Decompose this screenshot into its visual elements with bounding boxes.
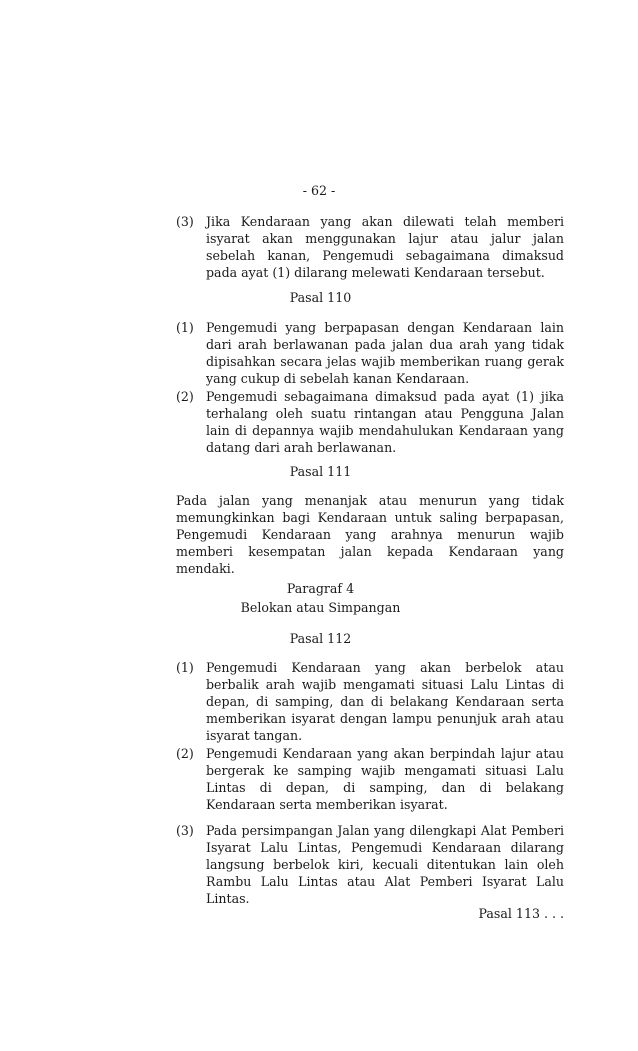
item-number: (1)	[176, 660, 194, 675]
pasal-112-ayat-3	[176, 823, 564, 908]
item-number: (3)	[176, 214, 194, 229]
footer-catchword: Pasal 113 . . .	[478, 906, 564, 921]
item-text: Pengemudi sebagaimana dimaksud pada ayat (1) jika terhalang oleh suatu rintangan atau Pengguna Jalan lain di depannya wajib mendahulukan Kendaraan yang datang dari arah berlawanan.	[206, 389, 564, 455]
pasal-110-ayat-2	[176, 389, 564, 457]
item-text: Pada persimpangan Jalan yang dilengkapi Alat Pemberi Isyarat Lalu Lintas, Pengemudi Kendaraan dilarang langsung berbelok kiri, kecuali ditentukan lain oleh Rambu Lalu Lintas atau Alat Pemberi Isyarat Lalu Lintas.	[206, 823, 564, 906]
pasal-110-ayat-1	[176, 320, 564, 388]
pasal-112-ayat-2	[176, 746, 564, 814]
pasal-112-ayat-1	[176, 660, 564, 745]
ayat-3-prev	[176, 214, 564, 282]
paragraf-title: Paragraf 4	[286, 581, 355, 596]
paragraf-subtitle: Belokan atau Simpangan	[240, 600, 401, 615]
pasal-111-text: Pada jalan yang menanjak atau menurun yang tidak memungkinkan bagi Kendaraan untuk saling berpapasan, Pengemudi Kendaraan yang arahnya menurun wajib memberi kesempatan jalan kepada Kendaraan yang mendaki.	[176, 493, 564, 576]
item-text: Pengemudi Kendaraan yang akan berpindah lajur atau bergerak ke samping wajib mengamati situasi Lalu Lintas di depan, di samping, dan di belakang Kendaraan serta memberikan isyarat.	[206, 746, 564, 812]
item-number: (2)	[176, 389, 194, 404]
item-number: (2)	[176, 746, 194, 761]
item-text: Jika Kendaraan yang akan dilewati telah memberi isyarat akan menggunakan lajur atau jalur jalan sebelah kanan, Pengemudi sebagaimana dimaksud pada ayat (1) dilarang melewati Kendaraan tersebut.	[206, 214, 564, 280]
item-text: Pengemudi yang berpapasan dengan Kendaraan lain dari arah berlawanan pada jalan dua arah yang tidak dipisahkan secara jelas wajib memberikan ruang gerak yang cukup di sebelah kanan Kendaraan.	[206, 320, 564, 386]
pasal-110-title: Pasal 110	[289, 290, 352, 305]
item-number: (3)	[176, 823, 194, 838]
item-number: (1)	[176, 320, 194, 335]
pasal-112-title: Pasal 112	[289, 631, 352, 646]
item-text: Pengemudi Kendaraan yang akan berbelok atau berbalik arah wajib mengamati situasi Lalu Lintas di depan, di samping, dan di belakang Kendaraan serta memberikan isyarat dengan lampu penunjuk arah atau isyarat tangan.	[206, 660, 564, 743]
pasal-111-title: Pasal 111	[289, 464, 352, 479]
page-number: - 62 -	[302, 183, 336, 198]
